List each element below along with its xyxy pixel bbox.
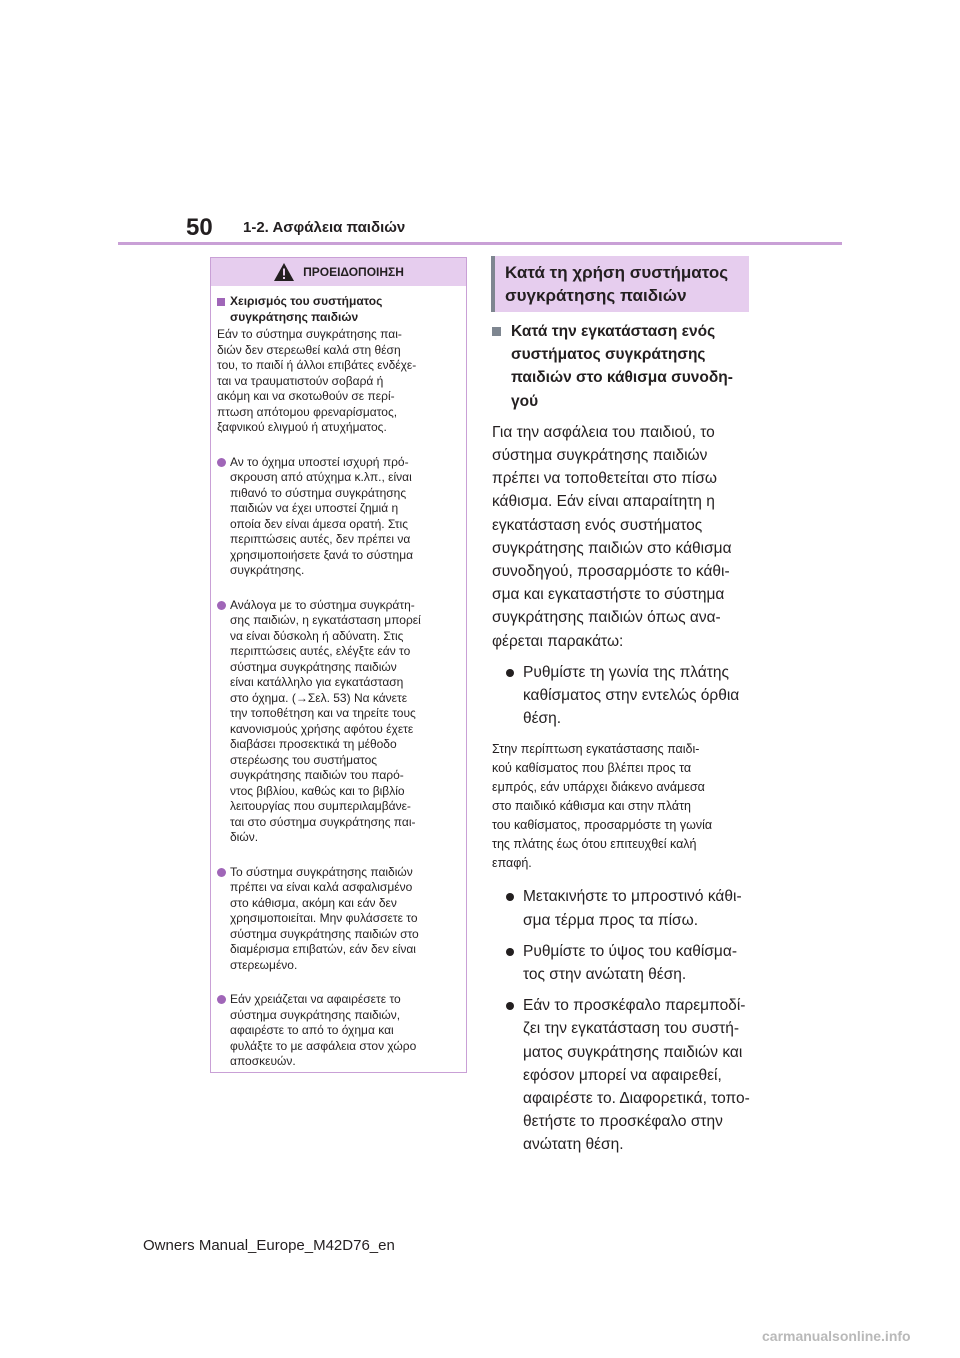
section-title: 1-2. Ασφάλεια παιδιών xyxy=(243,219,406,236)
text-line: ξαφνικού ελιγμού ή ατυχήματος. xyxy=(217,420,387,434)
text-line: συστήματος συγκράτησης xyxy=(511,346,706,364)
text-line: συγκράτησης παιδιών όπως ανα- xyxy=(492,609,721,627)
text-line: σμα τέρμα προς τα πίσω. xyxy=(523,911,699,929)
section-intro xyxy=(492,421,754,653)
text-line: σμα και εγκαταστήστε το σύστημα xyxy=(492,586,725,604)
text-line: συγκράτησης παιδιών στο κάθισμα xyxy=(492,539,732,557)
text-line: να είναι δύσκολη ή αδύνατη. Στις xyxy=(230,628,404,643)
text-line: κάθισμα. Εάν είναι απαραίτητη η xyxy=(492,493,715,511)
text-line: κού καθίσματος που βλέπει προς τα xyxy=(492,761,692,776)
text-line: συγκράτησης παιδιών του παρό- xyxy=(230,768,404,782)
dot-bullet-icon xyxy=(217,868,226,877)
text-line: Εάν το προσκέφαλο παρεμποδί- xyxy=(523,997,746,1015)
text-line: Ανάλογα με το σύστημα συγκράτη- xyxy=(230,597,415,612)
text-line: Για την ασφάλεια του παιδιού, το xyxy=(492,423,715,441)
text-line: χρησιμοποιήσετε ξανά το σύστημα xyxy=(230,547,414,562)
text-line: κανονισμούς χρήσης αφότου έχετε xyxy=(230,721,414,736)
text-line: Αν το όχημα υποστεί ισχυρή πρό- xyxy=(230,454,409,469)
text-line: Εάν χρειάζεται να αφαιρέσετε το xyxy=(230,992,401,1006)
text-line: θετήστε το προσκέφαλο στην xyxy=(523,1113,723,1131)
dot-bullet-icon xyxy=(217,995,226,1004)
bullet-item xyxy=(506,940,754,986)
text-line: Μετακινήστε το μπροστινό κάθι- xyxy=(523,888,742,906)
text-line: σκρουση από ατύχημα κ.λπ., είναι xyxy=(230,470,412,484)
dot-bullet-icon xyxy=(506,948,514,956)
text-line: επαφή. xyxy=(492,856,532,871)
text-line: ται στο σύστημα συγκράτησης παι- xyxy=(230,814,416,829)
text-line: την τοποθέτηση και να τηρείτε τους xyxy=(230,706,416,720)
text-line: ται να τραυματιστούν σοβαρά ή xyxy=(217,373,384,388)
section-content xyxy=(492,320,754,1165)
text-line: Το σύστημα συγκράτησης παιδιών xyxy=(230,864,413,879)
warning-header xyxy=(211,258,466,286)
dot-bullet-icon xyxy=(217,601,226,610)
section-heading xyxy=(492,320,754,413)
text-line: του καθίσματος, προσαρμόστε τη γωνία xyxy=(492,818,713,833)
square-bullet-icon xyxy=(492,327,501,336)
text-line: είναι κατάλληλο για εγκατάσταση xyxy=(230,675,404,689)
text-line: σης παιδιών, η εγκατάσταση μπορεί xyxy=(230,613,421,627)
text-line: αφαιρέστε το από το όχημα και xyxy=(230,1023,394,1037)
text-line: στερέωσης του συστήματος xyxy=(230,752,378,767)
text-line: διών. xyxy=(230,830,259,844)
text-line: παιδιών στο κάθισμα συνοδη- xyxy=(511,369,733,387)
text-line: παιδιών να έχει υποστεί ζημιά η xyxy=(230,501,399,515)
warning-body xyxy=(211,286,466,1070)
page-number: 50 xyxy=(186,214,213,241)
warning-subheading-text: Χειρισμός του συστήματος συγκράτησης παιδιών xyxy=(230,294,383,324)
text-line: πρέπει να τοποθετείται στο πίσω xyxy=(492,470,718,488)
text-line: ζει την εγκατάσταση του συστή- xyxy=(523,1020,740,1038)
banner-line: Κατά τη χρήση συστήματος xyxy=(505,263,729,282)
text-line: συγκράτησης. xyxy=(230,563,305,577)
text-line: γού xyxy=(511,392,539,410)
text-line: φυλάξτε το με ασφάλεια στον χώρο xyxy=(230,1038,417,1053)
dot-bullet-icon xyxy=(506,893,514,901)
text-line: σύστημα συγκράτησης παιδιών xyxy=(492,447,708,465)
text-line: διών δεν στερεωθεί καλά στη θέση xyxy=(217,342,401,357)
text-line: αφαιρέστε το. Διαφορετικά, τοπο- xyxy=(523,1090,750,1108)
text-line: εμπρός, εάν υπάρχει διάκενο ανάμεσα xyxy=(492,780,705,795)
text-line: χρησιμοποιείται. Μην φυλάσσετε το xyxy=(230,911,418,925)
warning-item xyxy=(217,992,460,1070)
banner-line: συγκράτησης παιδιών xyxy=(505,286,687,305)
warning-title: ΠΡΟΕΙΔΟΠΟΙΗΣΗ xyxy=(303,265,404,279)
text-line: στο όχημα. (→Σελ. 53) Να κάνετε xyxy=(230,690,408,705)
text-line: Κατά την εγκατάσταση ενός xyxy=(511,323,716,340)
text-line: περιπτώσεις αυτές, ελέγξτε εάν το xyxy=(230,644,411,658)
bullet-item xyxy=(506,885,754,931)
text-line: φέρεται παρακάτω: xyxy=(492,632,624,650)
footer-text: Owners Manual_Europe_M42D76_en xyxy=(143,1237,395,1254)
square-bullet-icon xyxy=(217,298,225,306)
watermark: carmanualsonline.info xyxy=(762,1328,911,1344)
text-line: Ρυθμίστε τη γωνία της πλάτης xyxy=(523,663,729,681)
warning-item xyxy=(217,455,460,579)
text-line: περιπτώσεις αυτές, δεν πρέπει να xyxy=(230,532,411,546)
text-line: ντος βιβλίου, καθώς και το βιβλίο xyxy=(230,783,405,798)
warning-box xyxy=(210,257,467,1073)
text-line: σύστημα συγκράτησης παιδιών xyxy=(230,659,397,674)
text-line: του, το παιδί ή άλλοι επιβάτες ενδέχε- xyxy=(217,358,417,372)
text-line: σύστημα συγκράτησης παιδιών, xyxy=(230,1007,401,1022)
text-line: Στην περίπτωση εγκατάστασης παιδι- xyxy=(492,742,700,757)
text-line: στο κάθισμα, ακόμη και εάν δεν xyxy=(230,895,397,910)
text-line: λειτουργίας που συμπεριλαμβάνε- xyxy=(230,799,411,813)
text-line: Εάν το σύστημα συγκράτησης παι- xyxy=(217,327,402,341)
text-line: συνοδηγού, προσαρμόστε το κάθι- xyxy=(492,563,730,581)
text-line: διαβάσει προσεκτικά τη μέθοδο xyxy=(230,737,397,751)
warning-subheading xyxy=(217,294,460,325)
bullet-item xyxy=(506,661,754,731)
text-line: θέση. xyxy=(523,710,562,728)
text-line: στο παιδικό κάθισμα και στην πλάτη xyxy=(492,799,691,814)
text-line: ανώτατη θέση. xyxy=(523,1136,624,1154)
warning-item xyxy=(217,865,460,974)
text-line: εφόσον μπορεί να αφαιρεθεί, xyxy=(523,1066,722,1084)
bullet-note xyxy=(492,740,754,873)
text-line: σύστημα συγκράτησης παιδιών στο xyxy=(230,926,419,941)
dot-bullet-icon xyxy=(217,458,226,467)
dot-bullet-icon xyxy=(506,1002,514,1010)
text-line: τος στην ανώτατη θέση. xyxy=(523,966,687,984)
dot-bullet-icon xyxy=(506,669,514,677)
text-line: Ρυθμίστε το ύψος του καθίσμα- xyxy=(523,942,737,960)
text-line: πιθανό το σύστημα συγκράτησης xyxy=(230,485,407,500)
section-banner xyxy=(491,256,749,312)
text-line: πτωση απότομου φρεναρίσματος, xyxy=(217,404,398,419)
text-line: διαμέρισμα επιβατών, εάν δεν είναι xyxy=(230,942,416,956)
text-line: οποία δεν είναι άμεσα ορατή. Στις xyxy=(230,516,408,531)
text-line: ματος συγκράτησης παιδιών και xyxy=(523,1043,743,1061)
warning-intro xyxy=(217,327,460,436)
text-line: αποσκευών. xyxy=(230,1054,296,1068)
header-rule xyxy=(118,242,842,245)
bullet-item xyxy=(506,994,754,1156)
text-line: πρέπει να είναι καλά ασφαλισμένο xyxy=(230,880,413,894)
text-line: ακόμη και να σκοτωθούν σε περί- xyxy=(217,389,395,403)
text-line: στερεωμένο. xyxy=(230,957,298,972)
text-line: της πλάτης έως ότου επιτευχθεί καλή xyxy=(492,837,697,852)
warning-triangle-icon xyxy=(273,262,295,282)
text-line: καθίσματος στην εντελώς όρθια xyxy=(523,687,740,705)
warning-item xyxy=(217,598,460,846)
text-line: εγκατάσταση ενός συστήματος xyxy=(492,516,703,534)
